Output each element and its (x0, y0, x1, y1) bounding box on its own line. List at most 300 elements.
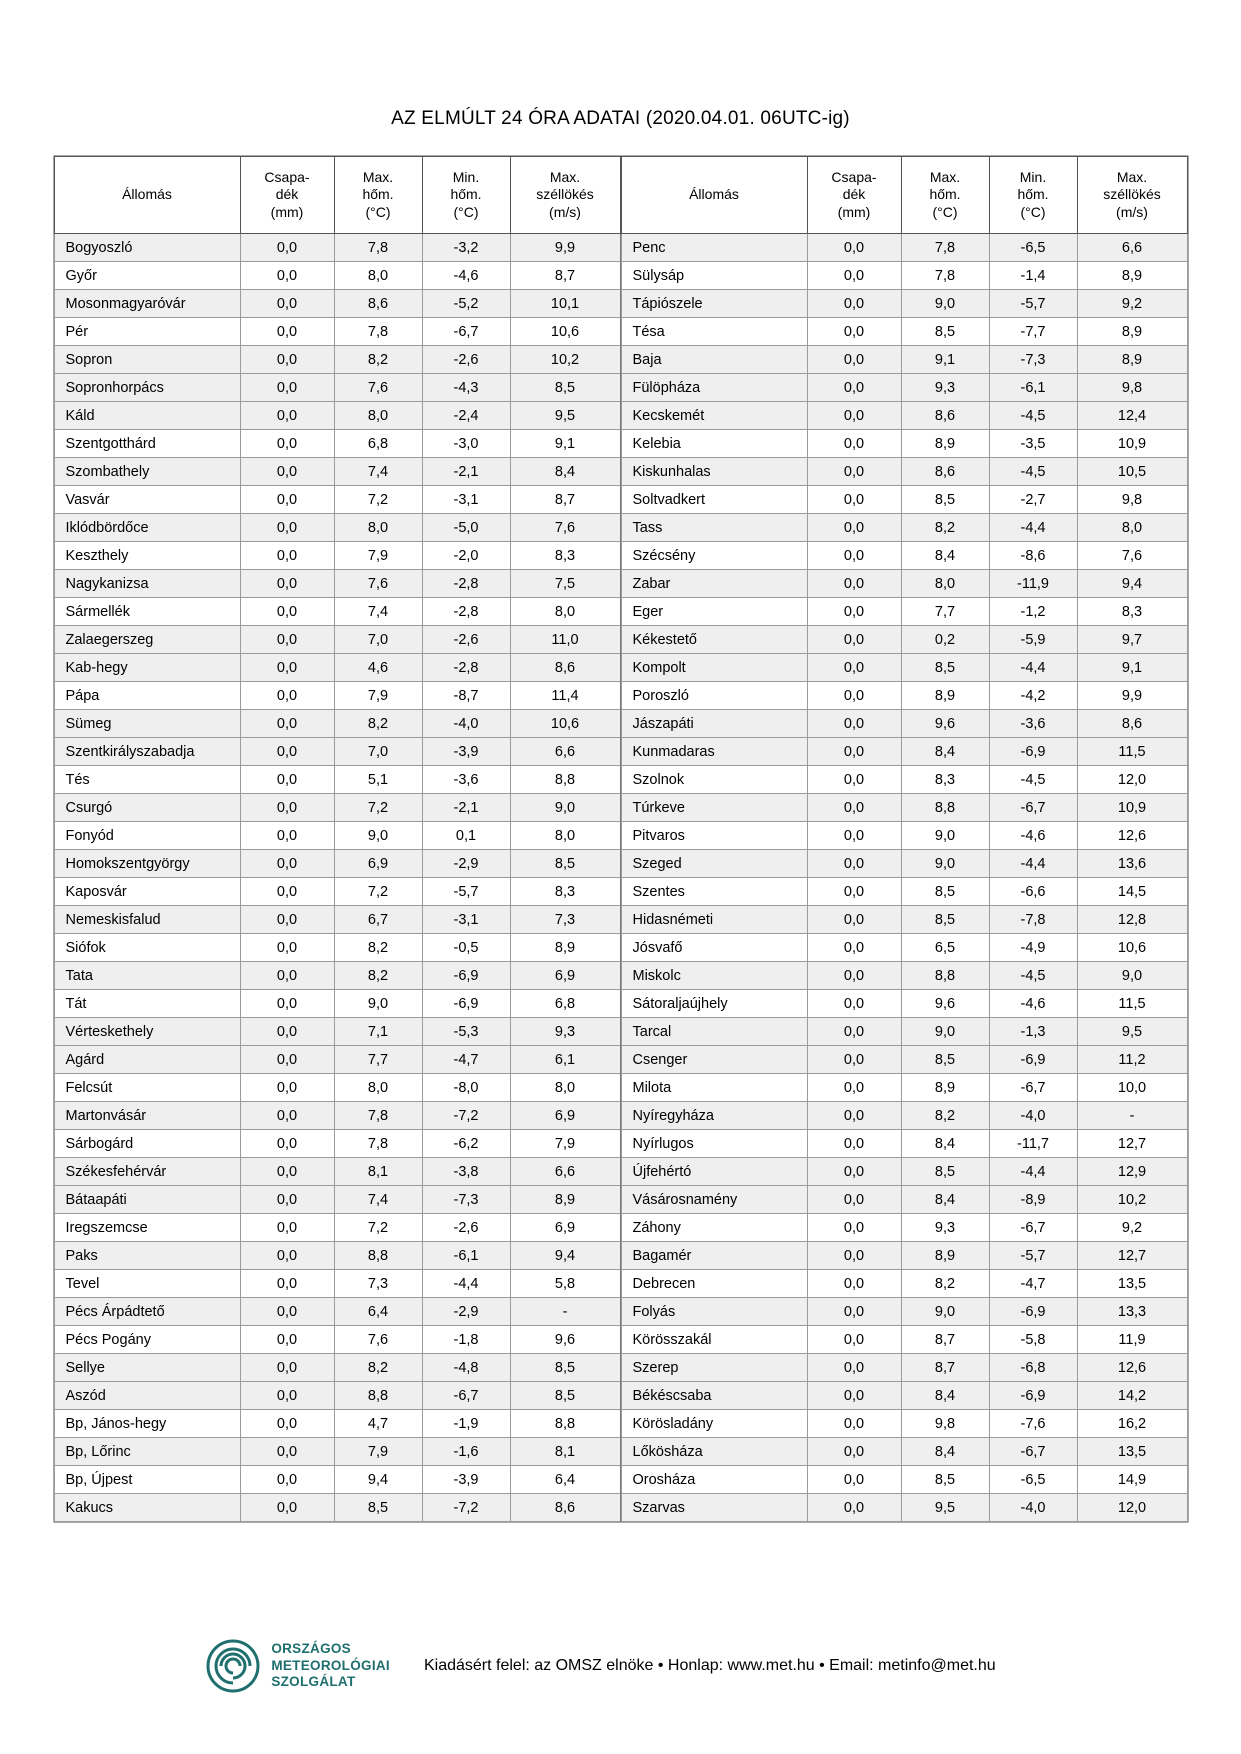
table-row (54, 458, 620, 486)
cell-gust: 9,2 (1077, 1214, 1187, 1242)
cell-gust: 7,5 (510, 570, 620, 598)
cell-station: Sármellék (54, 598, 240, 626)
cell-precipitation: 0,0 (807, 486, 901, 514)
cell-mintemp: -11,7 (989, 1130, 1077, 1158)
cell-mintemp: 0,1 (422, 822, 510, 850)
cell-station: Szeged (621, 850, 807, 878)
table-row (621, 962, 1187, 990)
cell-station: Záhony (621, 1214, 807, 1242)
cell-mintemp: -6,9 (989, 1298, 1077, 1326)
table-row (54, 1410, 620, 1438)
cell-gust: 8,4 (510, 458, 620, 486)
cell-gust: 11,5 (1077, 738, 1187, 766)
cell-gust: 8,9 (1077, 262, 1187, 290)
cell-station: Bp, János-hegy (54, 1410, 240, 1438)
cell-precipitation: 0,0 (240, 1410, 334, 1438)
logo-line-1: ORSZÁGOS (271, 1641, 351, 1657)
cell-mintemp: -6,1 (989, 374, 1077, 402)
cell-precipitation: 0,0 (240, 1018, 334, 1046)
cell-mintemp: -2,6 (422, 626, 510, 654)
cell-gust: 6,6 (510, 738, 620, 766)
cell-mintemp: -6,9 (422, 962, 510, 990)
cell-mintemp: -2,1 (422, 458, 510, 486)
table-row (621, 458, 1187, 486)
cell-mintemp: -5,7 (422, 878, 510, 906)
cell-station: Kiskunhalas (621, 458, 807, 486)
cell-maxtemp: 9,6 (901, 710, 989, 738)
table-row (54, 570, 620, 598)
table-row (621, 738, 1187, 766)
cell-maxtemp: 5,1 (334, 766, 422, 794)
cell-precipitation: 0,0 (240, 1102, 334, 1130)
cell-precipitation: 0,0 (807, 626, 901, 654)
cell-gust: 8,5 (510, 374, 620, 402)
cell-mintemp: -6,9 (422, 990, 510, 1018)
cell-precipitation: 0,0 (240, 850, 334, 878)
cell-station: Keszthely (54, 542, 240, 570)
cell-gust: 8,3 (510, 542, 620, 570)
cell-maxtemp: 8,5 (334, 1494, 422, 1522)
table-row (54, 1158, 620, 1186)
cell-gust: 8,6 (510, 1494, 620, 1522)
header-maxtemp-line3: (°C) (932, 203, 958, 220)
cell-gust: 10,6 (1077, 934, 1187, 962)
cell-precipitation: 0,0 (807, 346, 901, 374)
cell-mintemp: -2,4 (422, 402, 510, 430)
cell-gust: 11,0 (510, 626, 620, 654)
cell-mintemp: -4,2 (989, 682, 1077, 710)
page-footer (0, 1638, 1241, 1694)
table-row (621, 1410, 1187, 1438)
cell-mintemp: -8,7 (422, 682, 510, 710)
cell-station: Kékestető (621, 626, 807, 654)
cell-precipitation: 0,0 (240, 626, 334, 654)
cell-mintemp: -4,5 (989, 766, 1077, 794)
cell-mintemp: -4,7 (422, 1046, 510, 1074)
table-row (621, 514, 1187, 542)
cell-gust: 8,9 (510, 1186, 620, 1214)
header-mintemp (422, 157, 510, 234)
cell-station: Pécs Pogány (54, 1326, 240, 1354)
cell-gust: 12,9 (1077, 1158, 1187, 1186)
table-row (621, 794, 1187, 822)
cell-station: Penc (621, 234, 807, 262)
cell-precipitation: 0,0 (240, 1382, 334, 1410)
table-row (54, 766, 620, 794)
cell-gust: 8,3 (1077, 598, 1187, 626)
table-row (621, 654, 1187, 682)
cell-gust: 9,1 (1077, 654, 1187, 682)
cell-gust: 9,4 (1077, 570, 1187, 598)
cell-station: Szolnok (621, 766, 807, 794)
cell-maxtemp: 8,2 (334, 962, 422, 990)
cell-precipitation: 0,0 (240, 318, 334, 346)
cell-gust: 10,2 (510, 346, 620, 374)
cell-maxtemp: 8,5 (901, 654, 989, 682)
cell-precipitation: 0,0 (240, 430, 334, 458)
cell-gust: 8,5 (510, 850, 620, 878)
cell-station: Jászapáti (621, 710, 807, 738)
cell-maxtemp: 7,9 (334, 542, 422, 570)
cell-mintemp: -4,4 (422, 1270, 510, 1298)
cell-station: Paks (54, 1242, 240, 1270)
cell-station: Szombathely (54, 458, 240, 486)
table-row (54, 486, 620, 514)
table-row (54, 710, 620, 738)
cell-station: Körösladány (621, 1410, 807, 1438)
cell-precipitation: 0,0 (240, 1298, 334, 1326)
cell-precipitation: 0,0 (240, 598, 334, 626)
header-precipitation (240, 157, 334, 234)
cell-gust: 11,4 (510, 682, 620, 710)
cell-mintemp: -5,7 (989, 290, 1077, 318)
cell-mintemp: -2,7 (989, 486, 1077, 514)
table-body-right (621, 234, 1187, 1522)
cell-gust: 9,8 (1077, 374, 1187, 402)
cell-station: Martonvásár (54, 1102, 240, 1130)
cell-precipitation: 0,0 (807, 710, 901, 738)
header-mintemp-line2: hőm. (450, 186, 482, 203)
cell-station: Mosonmagyaróvár (54, 290, 240, 318)
cell-mintemp: -6,5 (989, 1466, 1077, 1494)
cell-maxtemp: 8,2 (901, 1102, 989, 1130)
table-row (621, 626, 1187, 654)
cell-mintemp: -3,1 (422, 906, 510, 934)
page-title: AZ ELMÚLT 24 ÓRA ADATAI (2020.04.01. 06UTC-ig) (391, 108, 850, 129)
cell-gust: 8,8 (510, 766, 620, 794)
cell-precipitation: 0,0 (807, 682, 901, 710)
cell-station: Tát (54, 990, 240, 1018)
cell-mintemp: -8,0 (422, 1074, 510, 1102)
cell-station: Tés (54, 766, 240, 794)
cell-station: Szécsény (621, 542, 807, 570)
cell-precipitation: 0,0 (807, 1438, 901, 1466)
table-row (621, 822, 1187, 850)
cell-precipitation: 0,0 (807, 990, 901, 1018)
cell-precipitation: 0,0 (807, 1074, 901, 1102)
cell-maxtemp: 8,9 (901, 1074, 989, 1102)
cell-precipitation: 0,0 (240, 1494, 334, 1522)
cell-precipitation: 0,0 (807, 878, 901, 906)
cell-gust: 7,9 (510, 1130, 620, 1158)
cell-maxtemp: 6,8 (334, 430, 422, 458)
cell-gust: 7,3 (510, 906, 620, 934)
cell-maxtemp: 8,5 (901, 1158, 989, 1186)
cell-mintemp: -2,6 (422, 346, 510, 374)
cell-mintemp: -3,6 (989, 710, 1077, 738)
table-row (54, 1494, 620, 1522)
cell-precipitation: 0,0 (240, 682, 334, 710)
cell-maxtemp: 7,2 (334, 794, 422, 822)
cell-maxtemp: 7,7 (334, 1046, 422, 1074)
cell-mintemp: -6,7 (422, 318, 510, 346)
cell-station: Sülysáp (621, 262, 807, 290)
table-row (54, 1018, 620, 1046)
cell-precipitation: 0,0 (807, 234, 901, 262)
cell-mintemp: -5,2 (422, 290, 510, 318)
cell-precipitation: 0,0 (240, 1466, 334, 1494)
header-gust-line1: Max. (1116, 168, 1148, 185)
table-row (621, 1074, 1187, 1102)
cell-mintemp: -4,6 (989, 822, 1077, 850)
cell-station: Zabar (621, 570, 807, 598)
cell-station: Jósvafő (621, 934, 807, 962)
cell-station: Vasvár (54, 486, 240, 514)
table-row (621, 542, 1187, 570)
cell-maxtemp: 8,5 (901, 1046, 989, 1074)
cell-maxtemp: 9,3 (901, 374, 989, 402)
table-row (54, 626, 620, 654)
cell-maxtemp: 6,7 (334, 906, 422, 934)
cell-station: Aszód (54, 1382, 240, 1410)
cell-mintemp: -6,8 (989, 1354, 1077, 1382)
table-row (54, 1354, 620, 1382)
cell-station: Körösszakál (621, 1326, 807, 1354)
header-gust-line3: (m/s) (1116, 203, 1148, 220)
cell-maxtemp: 8,5 (901, 1466, 989, 1494)
cell-station: Szentkirályszabadja (54, 738, 240, 766)
cell-mintemp: -7,7 (989, 318, 1077, 346)
cell-mintemp: -1,2 (989, 598, 1077, 626)
cell-station: Szarvas (621, 1494, 807, 1522)
cell-maxtemp: 9,5 (901, 1494, 989, 1522)
table-row (621, 1438, 1187, 1466)
cell-precipitation: 0,0 (807, 1102, 901, 1130)
cell-precipitation: 0,0 (240, 878, 334, 906)
table-row (621, 290, 1187, 318)
cell-maxtemp: 7,1 (334, 1018, 422, 1046)
cell-mintemp: -6,7 (989, 1438, 1077, 1466)
cell-precipitation: 0,0 (807, 290, 901, 318)
table-row (621, 262, 1187, 290)
cell-maxtemp: 8,2 (334, 346, 422, 374)
table-row (54, 598, 620, 626)
header-precipitation (807, 157, 901, 234)
cell-maxtemp: 0,2 (901, 626, 989, 654)
cell-maxtemp: 7,4 (334, 598, 422, 626)
header-maxtemp-line2: hőm. (929, 186, 961, 203)
cell-maxtemp: 8,4 (901, 1382, 989, 1410)
cell-precipitation: 0,0 (240, 290, 334, 318)
header-maxtemp (901, 157, 989, 234)
cell-station: Fonyód (54, 822, 240, 850)
cell-mintemp: -6,1 (422, 1242, 510, 1270)
header-precipitation-line3: (mm) (837, 203, 871, 220)
cell-precipitation: 0,0 (240, 1242, 334, 1270)
cell-gust: 8,5 (510, 1354, 620, 1382)
cell-maxtemp: 8,2 (334, 710, 422, 738)
table-row (621, 878, 1187, 906)
cell-gust: 9,4 (510, 1242, 620, 1270)
table-row (54, 1186, 620, 1214)
logo-line-2: METEOROLÓGIAI (271, 1657, 390, 1673)
cell-station: Agárd (54, 1046, 240, 1074)
cell-station: Csenger (621, 1046, 807, 1074)
cell-precipitation: 0,0 (807, 1214, 901, 1242)
cell-maxtemp: 8,5 (901, 878, 989, 906)
header-gust-line2: széllökés (536, 186, 594, 203)
cell-station: Felcsút (54, 1074, 240, 1102)
cell-precipitation: 0,0 (807, 598, 901, 626)
cell-gust: 6,9 (510, 962, 620, 990)
cell-gust: 8,9 (1077, 318, 1187, 346)
table-row (621, 1242, 1187, 1270)
cell-gust: 7,6 (1077, 542, 1187, 570)
cell-station: Tésa (621, 318, 807, 346)
cell-station: Szerep (621, 1354, 807, 1382)
cell-precipitation: 0,0 (240, 794, 334, 822)
cell-precipitation: 0,0 (240, 262, 334, 290)
cell-maxtemp: 7,4 (334, 1186, 422, 1214)
cell-mintemp: -3,5 (989, 430, 1077, 458)
table-row (54, 738, 620, 766)
cell-precipitation: 0,0 (240, 1186, 334, 1214)
cell-station: Kompolt (621, 654, 807, 682)
cell-gust: 8,0 (510, 598, 620, 626)
cell-station: Sátoraljaújhely (621, 990, 807, 1018)
cell-mintemp: -1,6 (422, 1438, 510, 1466)
cell-precipitation: 0,0 (807, 1494, 901, 1522)
table-row (621, 1270, 1187, 1298)
cell-gust: 10,0 (1077, 1074, 1187, 1102)
header-maxtemp-line1: Max. (929, 168, 961, 185)
cell-precipitation: 0,0 (807, 570, 901, 598)
header-station: Állomás (621, 157, 807, 234)
cell-maxtemp: 8,6 (334, 290, 422, 318)
cell-gust: 6,4 (510, 1466, 620, 1494)
cell-mintemp: -7,6 (989, 1410, 1077, 1438)
cell-gust: 9,5 (1077, 1018, 1187, 1046)
cell-station: Bp, Újpest (54, 1466, 240, 1494)
table-row (621, 374, 1187, 402)
cell-precipitation: 0,0 (240, 1046, 334, 1074)
cell-precipitation: 0,0 (807, 1242, 901, 1270)
cell-gust: 9,2 (1077, 290, 1187, 318)
cell-precipitation: 0,0 (807, 1270, 901, 1298)
cell-gust: 11,2 (1077, 1046, 1187, 1074)
table-row (621, 402, 1187, 430)
table-row (621, 1382, 1187, 1410)
cell-mintemp: -2,6 (422, 1214, 510, 1242)
cell-mintemp: -4,8 (422, 1354, 510, 1382)
cell-maxtemp: 8,0 (334, 514, 422, 542)
cell-station: Fülöpháza (621, 374, 807, 402)
cell-station: Kab-hegy (54, 654, 240, 682)
header-precipitation-line3: (mm) (270, 203, 304, 220)
cell-mintemp: -4,4 (989, 654, 1077, 682)
cell-mintemp: -1,4 (989, 262, 1077, 290)
cell-mintemp: -0,5 (422, 934, 510, 962)
cell-precipitation: 0,0 (807, 542, 901, 570)
cell-station: Tápiószele (621, 290, 807, 318)
header-precipitation-line2: dék (842, 186, 866, 203)
cell-station: Vásárosnamény (621, 1186, 807, 1214)
table-row (54, 290, 620, 318)
cell-mintemp: -1,3 (989, 1018, 1077, 1046)
cell-maxtemp: 9,6 (901, 990, 989, 1018)
table-row (54, 1326, 620, 1354)
header-mintemp-line3: (°C) (453, 203, 479, 220)
cell-mintemp: -8,9 (989, 1186, 1077, 1214)
cell-station: Káld (54, 402, 240, 430)
header-mintemp-line2: hőm. (1017, 186, 1049, 203)
cell-maxtemp: 9,0 (901, 822, 989, 850)
header-precipitation-line1: Csapa- (831, 168, 877, 185)
cell-precipitation: 0,0 (807, 1298, 901, 1326)
cell-precipitation: 0,0 (240, 1214, 334, 1242)
cell-gust: 9,0 (510, 794, 620, 822)
cell-maxtemp: 7,8 (334, 234, 422, 262)
cell-mintemp: -7,3 (989, 346, 1077, 374)
cell-gust: 12,7 (1077, 1130, 1187, 1158)
cell-maxtemp: 9,4 (334, 1466, 422, 1494)
cell-precipitation: 0,0 (807, 934, 901, 962)
cell-station: Pitvaros (621, 822, 807, 850)
cell-maxtemp: 8,2 (334, 934, 422, 962)
cell-precipitation: 0,0 (807, 766, 901, 794)
cell-maxtemp: 8,9 (901, 1242, 989, 1270)
cell-mintemp: -6,2 (422, 1130, 510, 1158)
cell-precipitation: 0,0 (240, 486, 334, 514)
cell-precipitation: 0,0 (807, 1130, 901, 1158)
cell-maxtemp: 7,0 (334, 738, 422, 766)
cell-maxtemp: 8,4 (901, 1438, 989, 1466)
cell-gust: 10,2 (1077, 1186, 1187, 1214)
table-row (621, 486, 1187, 514)
cell-maxtemp: 8,8 (334, 1242, 422, 1270)
cell-station: Sárbogárd (54, 1130, 240, 1158)
cell-maxtemp: 7,2 (334, 1214, 422, 1242)
cell-gust: 12,6 (1077, 1354, 1187, 1382)
cell-maxtemp: 8,2 (334, 1354, 422, 1382)
cell-station: Nemeskisfalud (54, 906, 240, 934)
cell-gust: 9,1 (510, 430, 620, 458)
cell-precipitation: 0,0 (240, 710, 334, 738)
cell-gust: 14,5 (1077, 878, 1187, 906)
cell-mintemp: -3,0 (422, 430, 510, 458)
cell-maxtemp: 9,0 (334, 990, 422, 1018)
table-row (54, 318, 620, 346)
cell-precipitation: 0,0 (807, 1466, 901, 1494)
cell-precipitation: 0,0 (807, 1382, 901, 1410)
header-mintemp-line1: Min. (452, 168, 480, 185)
cell-station: Folyás (621, 1298, 807, 1326)
cell-gust: - (1077, 1102, 1187, 1130)
cell-mintemp: -6,9 (989, 738, 1077, 766)
cell-gust: 8,9 (510, 934, 620, 962)
cell-station: Zalaegerszeg (54, 626, 240, 654)
table-row (54, 1466, 620, 1494)
cell-precipitation: 0,0 (240, 1326, 334, 1354)
cell-gust: 6,6 (510, 1158, 620, 1186)
cell-maxtemp: 6,9 (334, 850, 422, 878)
cell-maxtemp: 4,7 (334, 1410, 422, 1438)
cell-precipitation: 0,0 (240, 990, 334, 1018)
cell-precipitation: 0,0 (807, 402, 901, 430)
cell-gust: 13,5 (1077, 1270, 1187, 1298)
cell-precipitation: 0,0 (240, 654, 334, 682)
cell-maxtemp: 8,4 (901, 1130, 989, 1158)
cell-station: Vérteskethely (54, 1018, 240, 1046)
table-row (54, 1438, 620, 1466)
table-row (621, 850, 1187, 878)
cell-maxtemp: 8,8 (901, 962, 989, 990)
header-maxtemp (334, 157, 422, 234)
table-row (54, 234, 620, 262)
table-body-left (54, 234, 620, 1522)
cell-maxtemp: 8,8 (334, 1382, 422, 1410)
cell-precipitation: 0,0 (807, 1046, 901, 1074)
